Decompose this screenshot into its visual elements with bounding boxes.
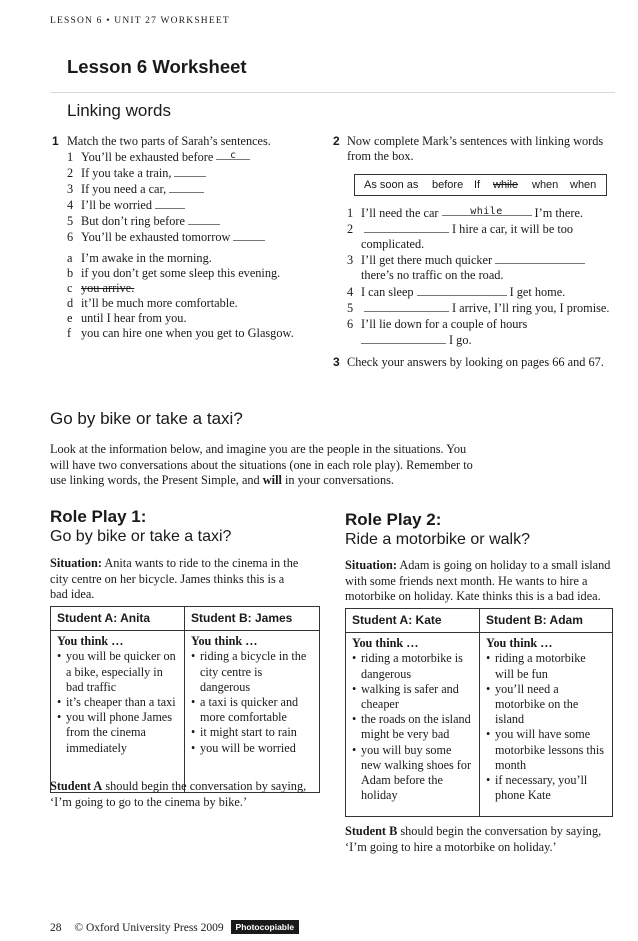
page-number: 28 (50, 922, 62, 934)
exercise-1-instructions: Match the two parts of Sarah’s sentences. (67, 134, 271, 148)
role-play-2-title: Role Play 2: (345, 510, 442, 529)
student-a-heading: Student A: Anita (51, 607, 185, 631)
sentence-ending: e until I hear from you. (67, 311, 187, 325)
completion-sentence-cont: I go. (361, 333, 472, 348)
student-b-points: You think … • riding a motorbike will be fun • you’ll need a motorbike on the island • you will have some motorbike lessons this month • if necessary, you’ll phone Kate (480, 633, 613, 817)
completion-sentence: 6 I’ll lie down for a couple of hours (347, 317, 528, 331)
worksheet-subtitle: Linking words (67, 101, 171, 120)
role-play-2-instruction: Student B should begin the conversation by saying, ‘I’m going to hire a motorbike on holiday.’ (345, 824, 602, 854)
list-item: • you will have some motorbike lessons this month (486, 727, 607, 773)
sentence-start: 1 You’ll be exhausted before $^c$ (67, 150, 250, 165)
sentence-ending-crossed: c you arrive. (67, 281, 135, 295)
sentence-ending: d it’ll be much more comfortable. (67, 296, 238, 310)
list-item: • walking is safer and cheaper (352, 682, 474, 712)
list-item: • you’ll need a motorbike on the island (486, 682, 607, 728)
list-item: • it might start to rain (191, 725, 314, 740)
word-while-crossed: while (493, 179, 519, 191)
answer-blank[interactable] (495, 254, 585, 264)
handwritten-answer: while (470, 206, 503, 217)
student-a-heading: Student A: Kate (346, 609, 480, 633)
exercise-2-number: 2 (333, 134, 340, 148)
handwritten-answer: c (230, 150, 237, 161)
word-box (354, 174, 607, 196)
worksheet-title: Lesson 6 Worksheet (67, 56, 247, 77)
completion-sentence: 4 I can sleep I get home. (347, 285, 566, 299)
exercise-1-number: 1 (52, 134, 59, 148)
page-footer (50, 921, 299, 935)
list-item: • riding a motorbike is dangerous (352, 651, 474, 681)
completion-sentence: 1 I’ll need the car $^{while}$ I’m there. (347, 206, 583, 220)
exercise-2-instructions: Now complete Mark’s sentences with linking words (347, 134, 604, 148)
completion-sentence-cont: complicated. (361, 237, 425, 251)
list-item: • you will be worried (191, 741, 314, 756)
student-b-heading: Student B: James (185, 607, 320, 631)
sentence-ending: b if you don’t get some sleep this evening. (67, 266, 281, 280)
answer-blank[interactable] (364, 302, 449, 312)
role-play-1-situation: Situation: Anita wants to ride to the cinema in the city centre on her bicycle. James thinks this is a bad idea. (50, 556, 299, 601)
answer-blank[interactable] (417, 286, 507, 296)
answer-blank[interactable] (174, 167, 206, 177)
photocopiable-badge: Photocopiable (231, 920, 300, 934)
sentence-ending: a I’m awake in the morning. (67, 251, 212, 265)
sentence-start: 3 If you need a car, (67, 182, 204, 197)
list-item: • riding a bicycle in the city centre is dangerous (191, 649, 314, 695)
student-a-points: You think … • riding a motorbike is dangerous • walking is safer and cheaper • the roads on the island might be very bad • you will buy some new walking shoes for Adam before the holiday (346, 633, 480, 817)
running-header: LESSON 6 • UNIT 27 WORKSHEET (50, 16, 230, 26)
answer-blank[interactable] (233, 231, 265, 241)
list-item: • a taxi is quicker and more comfortable (191, 695, 314, 725)
answer-blank[interactable] (216, 150, 250, 160)
word-if: If (474, 179, 481, 191)
completion-sentence-cont: there’s no traffic on the road. (361, 268, 504, 282)
title-divider (50, 92, 615, 93)
list-item: • you will phone James from the cinema immediately (57, 710, 179, 756)
completion-sentence: 2 I hire a car, it will be too (347, 222, 574, 236)
answer-blank[interactable] (442, 206, 532, 216)
exercise-2-instructions-cont: from the box. (347, 149, 414, 163)
role-play-1-title: Role Play 1: (50, 507, 147, 526)
student-b-heading: Student B: Adam (480, 609, 613, 633)
exercise-3-text: Check your answers by looking on pages 66 and 67. (347, 355, 604, 369)
list-item: • it’s cheaper than a taxi (57, 695, 179, 710)
exercise-3-number: 3 (333, 355, 340, 369)
list-item: • if necessary, you’ll phone Kate (486, 773, 607, 803)
sentence-ending: f you can hire one when you get to Glasgow. (67, 326, 294, 340)
answer-blank[interactable] (361, 334, 446, 344)
word-when: when (532, 179, 559, 191)
word-when: when (570, 179, 597, 191)
sentence-start: 5 But don’t ring before (67, 214, 220, 229)
role-play-1-table (50, 606, 320, 793)
answer-blank[interactable] (155, 199, 185, 209)
answer-blank[interactable] (364, 223, 449, 233)
role-play-2-subtitle: Ride a motorbike or walk? (345, 531, 530, 548)
section-heading: Go by bike or take a taxi? (50, 409, 243, 428)
role-play-1-subtitle: Go by bike or take a taxi? (50, 528, 232, 545)
list-item: • you will be quicker on a bike, especially in bad traffic (57, 649, 179, 695)
role-play-2-table (345, 608, 613, 817)
list-item: • the roads on the island might be very bad (352, 712, 474, 742)
completion-sentence: 3 I’ll get there much quicker (347, 253, 585, 268)
answer-blank[interactable] (169, 183, 204, 193)
role-play-1-instruction: Student A should begin the conversation by saying, ‘I’m going to go to the cinema by bike.’ (50, 779, 307, 809)
student-a-points: You think … • you will be quicker on a bike, especially in bad traffic • it’s cheaper than a taxi • you will phone James from the cinema immediately (51, 631, 185, 793)
word-as-soon-as: As soon as (364, 179, 419, 191)
sentence-start: 2 If you take a train, (67, 166, 206, 181)
role-play-2-situation: Situation: Adam is going on holiday to a small island with some friends next month. He wants to hire a motorbike on holiday. Kate thinks this is a bad idea. (345, 558, 611, 603)
section-intro: Look at the information below, and imagine you are the people in the situations. You will have two conversations about the situations (one in each role play). Remember to use linking words, the Present Simple, and will in your conversations. (50, 442, 473, 487)
student-b-points: You think … • riding a bicycle in the city centre is dangerous • a taxi is quicker and more comfortable • it might start to rain • you will be worried (185, 631, 320, 793)
sentence-start: 4 I’ll be worried (67, 198, 185, 213)
sentence-start: 6 You’ll be exhausted tomorrow (67, 230, 265, 245)
completion-sentence: 5 I arrive, I’ll ring you, I promise. (347, 301, 610, 315)
list-item: • riding a motorbike will be fun (486, 651, 607, 681)
list-item: • you will buy some new walking shoes for Adam before the holiday (352, 743, 474, 804)
answer-blank[interactable] (188, 215, 220, 225)
copyright: © Oxford University Press 2009 (74, 922, 224, 934)
word-before: before (432, 179, 464, 191)
